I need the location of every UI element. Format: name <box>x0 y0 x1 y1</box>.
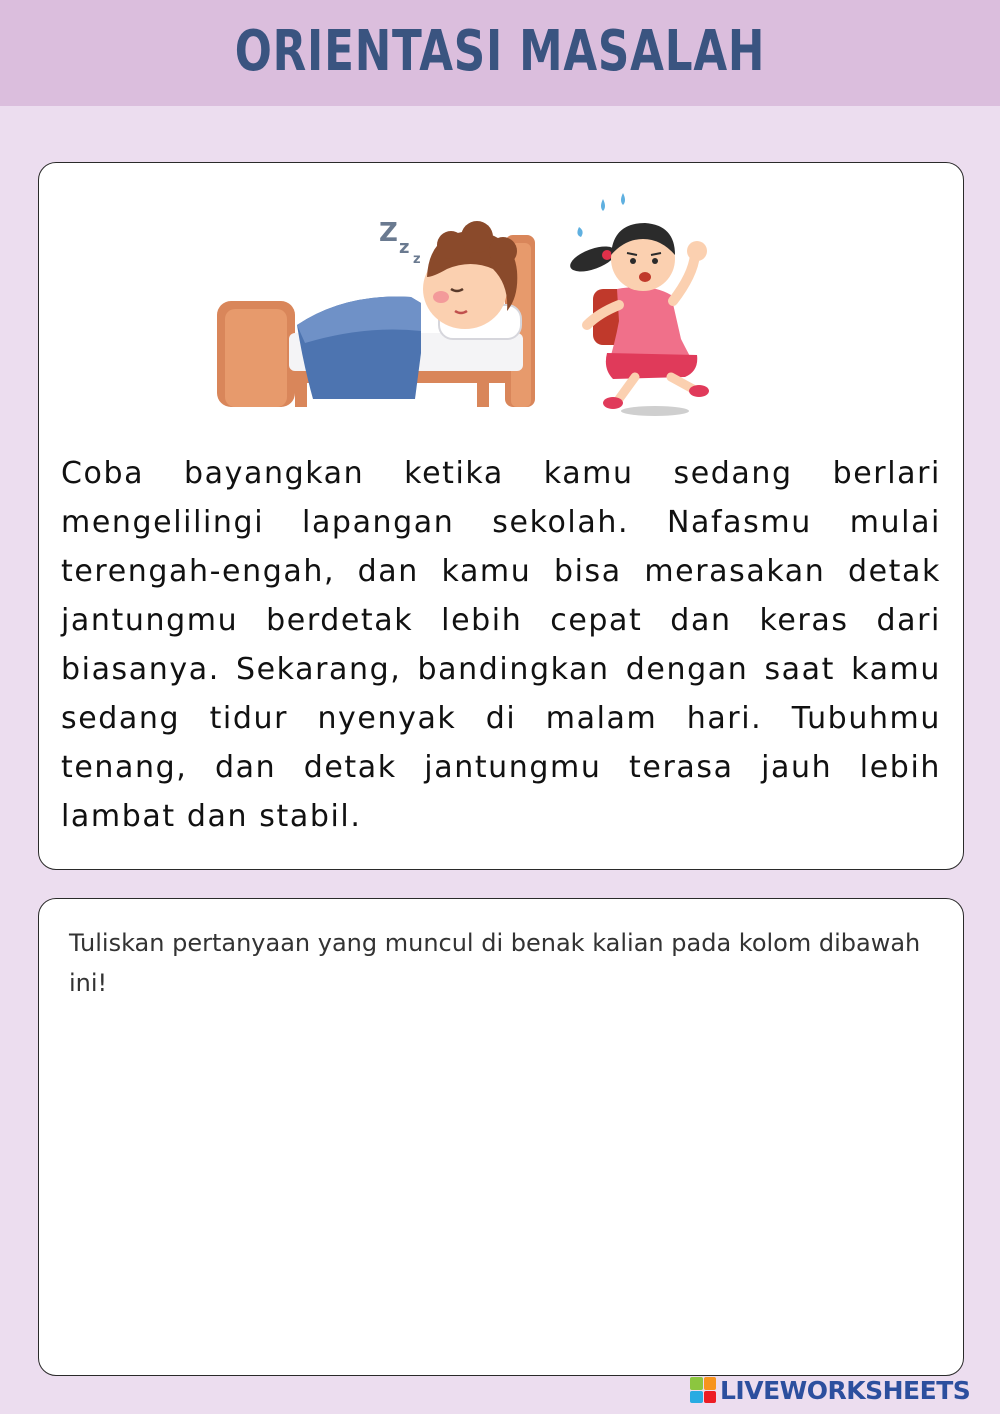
watermark-brand: LIVEWORKSHEETS <box>720 1375 971 1405</box>
logo-square-3 <box>690 1391 703 1404</box>
story-card <box>38 162 964 870</box>
answer-card <box>38 898 964 1376</box>
answer-textarea[interactable] <box>69 1009 937 1353</box>
svg-text:z: z <box>413 252 421 267</box>
logo-square-2 <box>704 1377 717 1390</box>
liveworksheets-logo-icon <box>690 1377 716 1403</box>
logo-square-4 <box>704 1391 717 1404</box>
question-prompt: Tuliskan pertanyaan yang muncul di benak kalian pada kolom dibawah ini! <box>69 929 921 997</box>
running-late-girl-icon <box>567 193 709 416</box>
logo-square-1 <box>690 1377 703 1390</box>
sleeping-boy-in-bed-icon <box>217 218 535 407</box>
svg-text:z: z <box>399 237 410 258</box>
page-title: ORIENTASI MASALAH <box>234 19 766 84</box>
story-text: Coba bayangkan ketika kamu sedang berlari mengelilingi lapangan sekolah. Nafasmu mulai terengah-engah, dan kamu bisa merasakan detak jantungmu berdetak lebih cepat dan keras dari biasanya. Sekarang, bandingkan dengan saat kamu sedang tidur nyenyak di malam hari. Tubuhmu tenang, dan detak jantungmu terasa jauh lebih lambat dan stabil. <box>61 456 941 834</box>
story-illustration <box>215 193 735 423</box>
liveworksheets-watermark <box>690 1374 990 1406</box>
svg-text:Z: Z <box>379 218 398 248</box>
